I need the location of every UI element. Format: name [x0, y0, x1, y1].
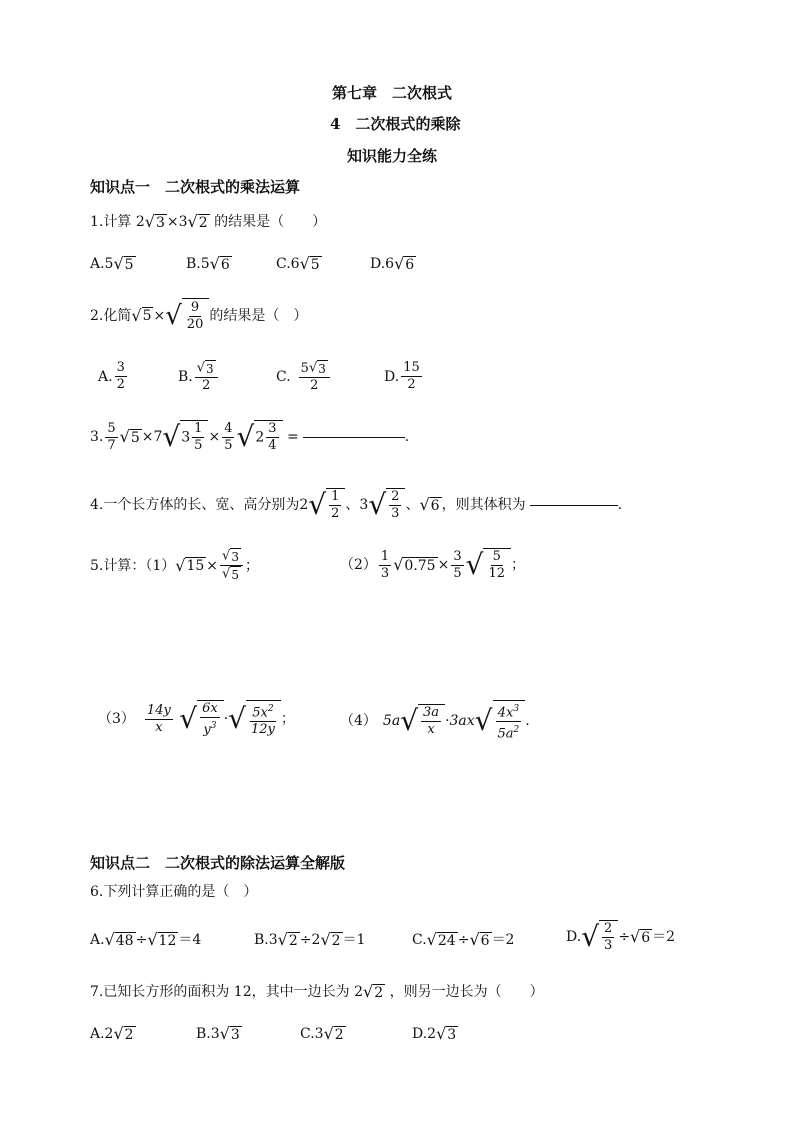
question-7-label: 7.已知长方形的面积为 12，其中一边长为: [90, 984, 350, 1000]
question-5-part-4: [340, 700, 530, 743]
question-3: 3. $\frac{5}{7}$ √ 5 ×7 √ 3 $\frac{1}{5}$ × $\frac{4}{5}$ √ 2 $\frac{3}{4}$ = .: [90, 420, 410, 453]
section-heading-1: 知识点一 二次根式的乘法运算: [90, 178, 301, 196]
q1-option-a[interactable]: A.5√5: [90, 254, 134, 273]
question-5-2-expr: $\frac{1}{3}$ √ 0.75 × $\frac{3}{5}$ √ $\frac{5}{12}$ ；: [380, 548, 525, 581]
question-3-answer-blank[interactable]: [303, 437, 405, 438]
question-4-expr: 2 √ $\frac{1}{2}$ 、3 √ $\frac{2}{3}$ 、 √ 6: [299, 488, 440, 521]
question-1: [90, 212, 326, 232]
q2-option-b[interactable]: B. $\frac{√3}{2}$: [178, 360, 220, 394]
page-subtitle: 知识能力全练: [347, 147, 438, 165]
question-3-label: 3.: [90, 429, 104, 445]
question-4-suffix: ，则其体积为: [441, 497, 526, 513]
question-2: [90, 298, 307, 333]
q1-option-b[interactable]: B.5√6: [186, 254, 230, 273]
q7-option-b[interactable]: B.3√3: [196, 1024, 240, 1043]
question-4-answer-blank[interactable]: [530, 505, 618, 506]
section-heading-2: 知识点二 二次根式的除法运算全解版: [90, 854, 346, 872]
question-5-label: 5.计算：（1）: [90, 557, 176, 574]
q7-option-a[interactable]: A.2√2: [90, 1024, 134, 1043]
q1-option-c[interactable]: C.6√5: [276, 254, 320, 273]
question-7-suffix: ，则另一边长为（ ）: [389, 984, 544, 1000]
question-7: [90, 982, 544, 1002]
question-5-2-label: （2）: [340, 557, 377, 573]
q7-option-d[interactable]: D.2√3: [412, 1024, 457, 1043]
question-1-label: 1.计算: [90, 214, 132, 230]
lesson-title: 4 二次根式的乘除: [330, 115, 461, 133]
question-1-expr: 2√3 ×3√2: [135, 212, 208, 231]
q6-option-a[interactable]: A.√48 ÷√12 ＝4: [90, 930, 202, 949]
question-4-text: 4.一个长方体的长、宽、高分别为: [90, 497, 300, 513]
question-5-part-3: [98, 700, 295, 738]
question-5-part-2: [340, 548, 525, 582]
question-5-1-expr: √ 15 × $\frac{√3}{√5}$ ；: [175, 548, 259, 582]
question-4: 4.一个长方体的长、宽、高分别为 2 √ $\frac{1}{2}$ 、3 √ $\frac{2}{3}$ 、 √ 6 ，则其体积为 .: [90, 488, 623, 521]
question-5-4-label: （4）: [340, 713, 377, 730]
q7-option-c[interactable]: C.3√2: [300, 1024, 344, 1043]
question-7-expr: 2√2: [354, 982, 384, 1001]
q6-option-c[interactable]: C.√24 ÷√6 ＝2: [412, 930, 515, 949]
question-5-3-label: （3）: [98, 711, 135, 728]
q2-option-d[interactable]: D. $\frac{15}{2}$: [384, 360, 420, 392]
question-5-4-expr: 5a √ $\frac{3a}{x}$ · 3ax √ $\frac{4x^3}{5a^2}$ .: [383, 700, 530, 743]
question-1-suffix: 的结果是（ ）: [214, 214, 327, 230]
q6-option-b[interactable]: B.3√2 ÷2√2 ＝1: [254, 930, 366, 949]
question-6: 6.下列计算正确的是（ ）: [90, 884, 258, 900]
chapter-title: 第七章 二次根式: [332, 84, 453, 102]
q6-option-d[interactable]: D. √ $\frac{2}{3}$ ÷ √ 6 ＝2: [566, 920, 676, 953]
question-2-label: 2.化简: [90, 307, 132, 324]
question-2-suffix: 的结果是（ ）: [209, 307, 308, 324]
question-2-expr: √ 5 × √ $\frac{9}{20}$: [131, 298, 209, 333]
question-5-part-1: [90, 548, 259, 583]
question-3-expr: $\frac{5}{7}$ √ 5 ×7 √ 3 $\frac{1}{5}$ × $\frac{4}{5}$ √ 2 $\frac{3}{4}$ =: [107, 420, 299, 453]
q2-option-a[interactable]: A. $\frac{3}{2}$: [98, 360, 125, 392]
q2-option-c[interactable]: C. $\frac{5√3}{2}$: [276, 360, 332, 394]
question-5-3-expr: $\frac{14y}{x}$ √ $\frac{6x}{y^3}$ · √ $\frac{5x^2}{12y}$ ；: [146, 701, 295, 738]
q1-option-d[interactable]: D.6√6: [370, 254, 415, 273]
